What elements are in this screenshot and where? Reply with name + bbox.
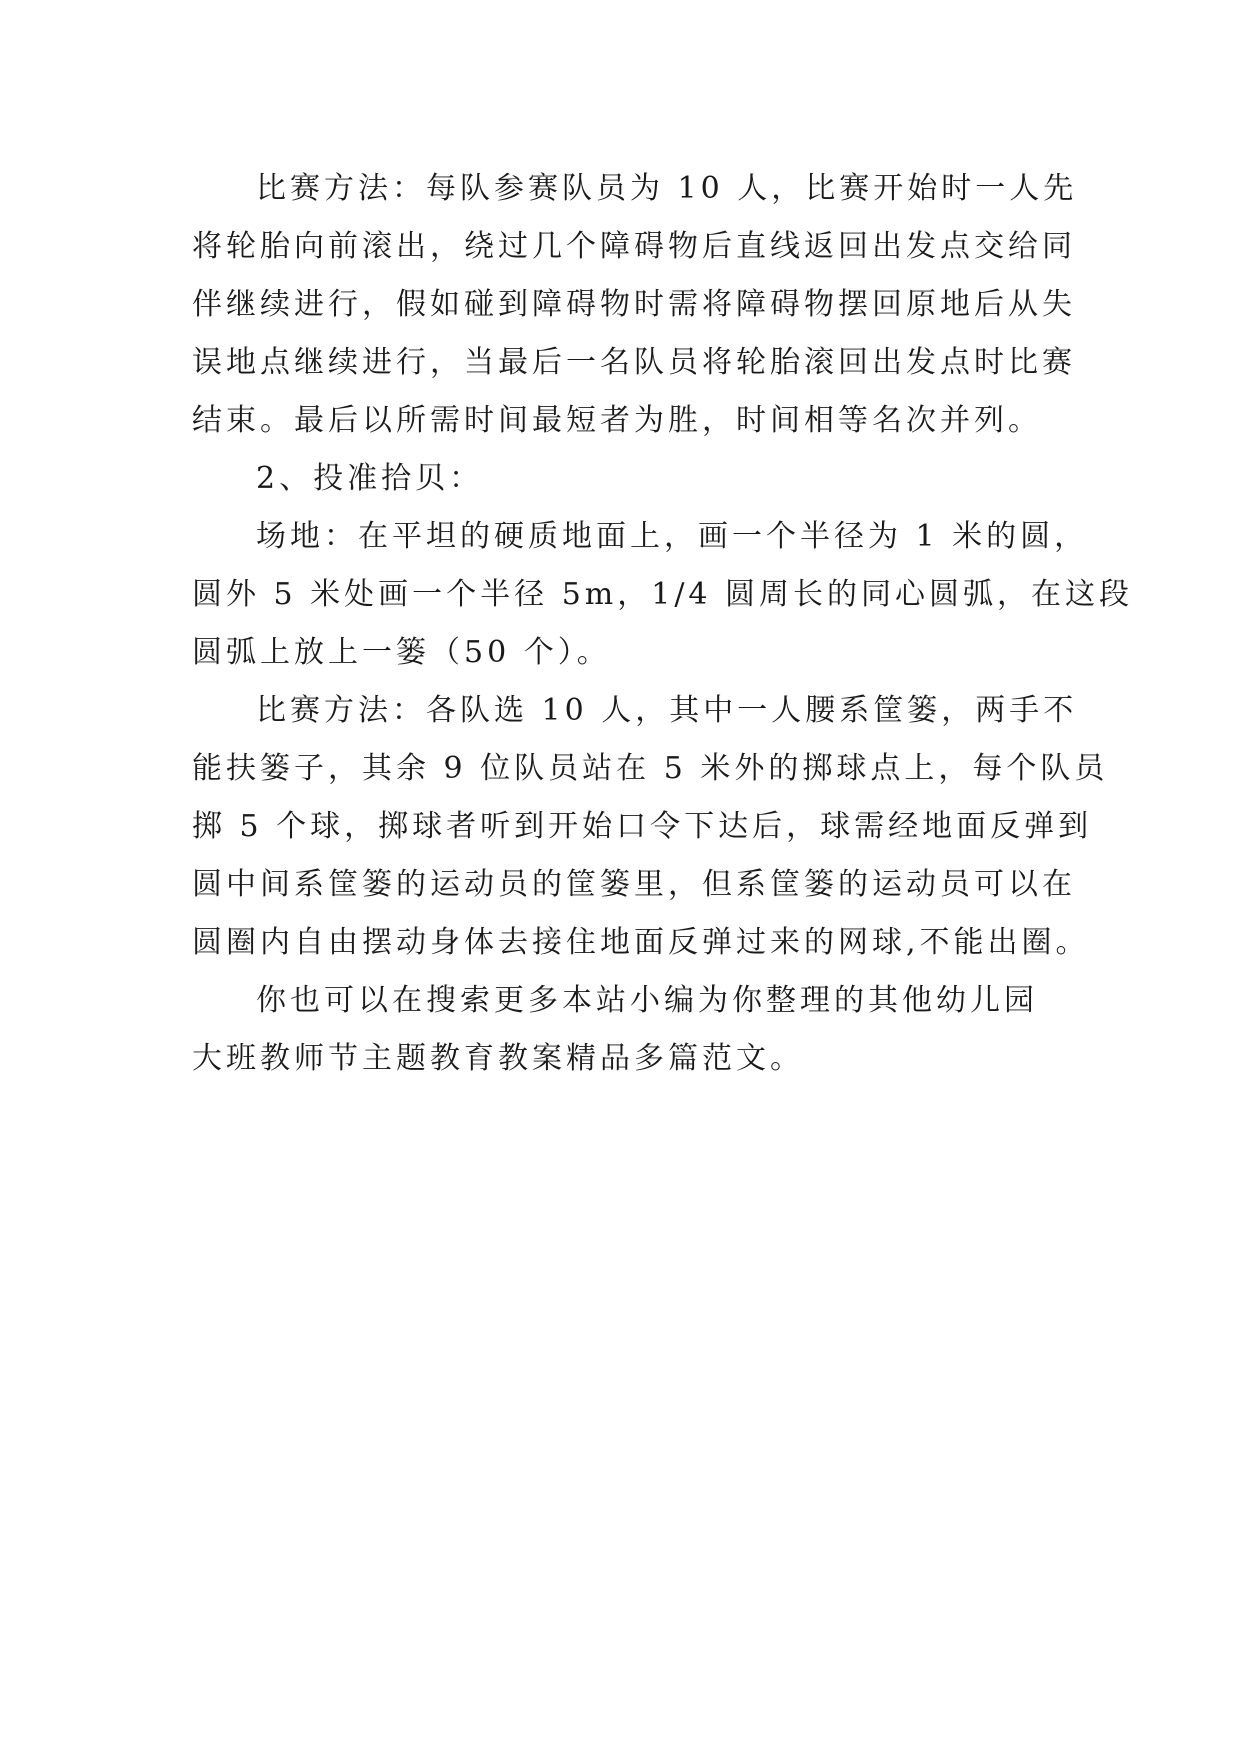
paragraph-line: 你也可以在搜索更多本站小编为你整理的其他幼儿园: [256, 983, 1038, 1018]
paragraph-line: 误地点继续进行，当最后一名队员将轮胎滚回出发点时比赛: [192, 345, 1076, 380]
paragraph-line: 场地：在平坦的硬质地面上，画一个半径为 1 米的圆，: [256, 519, 1089, 554]
paragraph-line: 结束。最后以所需时间最短者为胜，时间相等名次并列。: [192, 403, 1042, 438]
paragraph-line: 大班教师节主题教育教案精品多篇范文。: [192, 1041, 804, 1076]
paragraph-line: 能扶篓子，其余 9 位队员站在 5 米外的掷球点上，每个队员: [192, 751, 1109, 786]
paragraph-line: 比赛方法：各队选 10 人，其中一人腰系筐篓，两手不: [256, 693, 1078, 728]
document-body: [192, 160, 1134, 1088]
paragraph-line: 圆圈内自由摆动身体去接住地面反弹过来的网球,不能出圈。: [192, 925, 1090, 960]
section-heading: 2、投准拾贝：: [256, 461, 484, 496]
paragraph-line: 掷 5 个球，掷球者听到开始口令下达后，球需经地面反弹到: [192, 809, 1093, 844]
paragraph-line: 伴继续进行，假如碰到障碍物时需将障碍物摆回原地后从失: [192, 287, 1076, 322]
paragraph-line: 将轮胎向前滚出，绕过几个障碍物后直线返回出发点交给同: [192, 229, 1076, 264]
paragraph-line: 比赛方法：每队参赛队员为 10 人，比赛开始时一人先: [256, 171, 1078, 206]
paragraph-line: 圆中间系筐篓的运动员的筐篓里，但系筐篓的运动员可以在: [192, 867, 1076, 902]
paragraph-line: 圆弧上放上一篓（50 个）。: [192, 635, 611, 670]
paragraph-line: 圆外 5 米处画一个半径 5m，1/4 圆周长的同心圆弧，在这段: [192, 577, 1134, 612]
